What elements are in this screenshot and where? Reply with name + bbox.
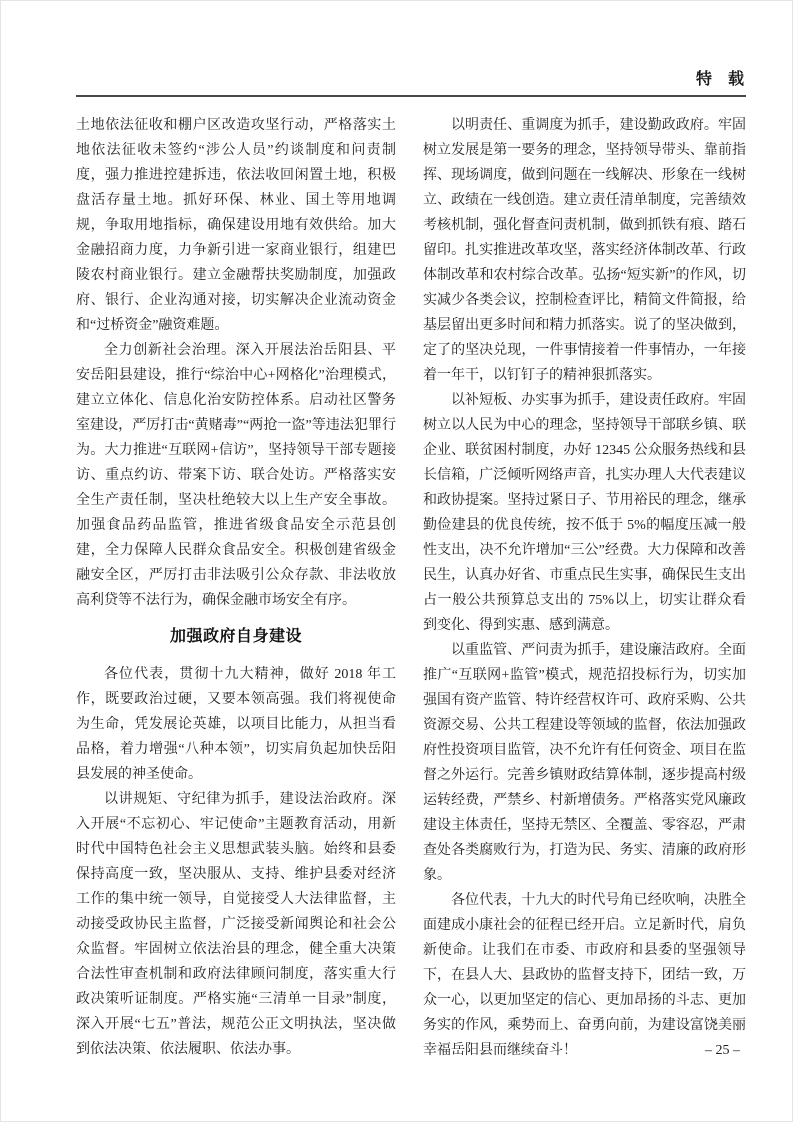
paragraph-rule-of-law-government: 以讲规矩、守纪律为抓手，建设法治政府。深入开展“不忘初心、牢记使命”主题教育活动，用新时代中国特色社会主义思想武装头脑。始终和县委保持高度一致，坚决服从、支持、维护县委对经济工作的集中统一领导，自觉接受人大法律监督，主动接受政协民主监督，广泛接受新闻舆论和社会公众监督。牢固树立依法治县的理念，健全重大决策合法性审查机制和政府法律顾问制度，落实重大行政决策听证制度。严格实施“三清单一目录”制度，深入开展“七五”普法，规范公正文明执法，坚决做到依法决策、依法履职、依法办事。 <box>76 792 396 1057</box>
page-number: – 25 – <box>705 1043 740 1058</box>
header-title: 特 载 <box>695 71 744 88</box>
paragraph-social-governance: 全力创新社会治理。深入开展法治岳阳县、平安岳阳县建设，推行“综治中心+网格化”治理模式，建立立体化、信息化治安防控体系。启动社区警务室建设，严厉打击“黄赌毒”“两抢一盗”等违法犯罪行为。大力推进“互联网+信访”，坚持领导干部专题接访、重点约访、带案下访、联合处访。严格落实安全生产责任制，坚决杜绝较大以上生产安全事故。加强食品药品监管，推进省级食品安全示范县创建，全力保障人民群众食品安全。积极创建省级金融安全区，严厉打击非法吸引公众存款、非法收放高利贷等不法行为，确保金融市场安全有序。 <box>76 343 396 608</box>
paragraph-closing-appeal: 各位代表，十九大的时代号角已经吹响，决胜全面建成小康社会的征程已经开启。立足新时代，肩负新使命。让我们在市委、市政府和县委的坚强领导下，在县人大、县政协的监督支持下，团结一致，万众一心，以更加坚定的信心、更加昂扬的斗志、更加务实的作风，乘势而上、奋勇向前，为建设富饶美丽幸福岳阳县而继续奋斗！ <box>423 893 746 1058</box>
paragraph-responsible-government: 以补短板、办实事为抓手，建设责任政府。牢固树立以人民为中心的理念，坚持领导干部联乡镇、联企业、联贫困村制度，办好 12345 公众服务热线和县长信箱，广泛倾听网络声音，扎实办理人大代表建议和政协提案。坚持过紧日子、节用裕民的理念，继承勤俭建县的优良传统，按不低于 5%的幅度压减一般性支出，决不允许增加“三公”经费。大力保障和改善民生，认真办好省、市重点民生实事，确保民生支出占一般公共预算总支出的 75%以上，切实让群众看到变化、得到实惠、感到满意。 <box>423 393 746 633</box>
paragraph-land-acquisition: 土地依法征收和棚户区改造攻坚行动，严格落实土地依法征收未签约“涉公人员”约谈制度和问责制度，强力推进控建拆违，依法收回闲置土地，积极盘活存量土地。抓好环保、林业、国土等用地调规，争取用地指标，确保建设用地有效供给。加大金融招商力度，力争新引进一家商业银行，组建巴陵农村商业银行。建立金融帮扶奖励制度，加强政府、银行、企业沟通对接，切实解决企业流动资金和“过桥资金”融资难题。 <box>76 118 396 333</box>
paragraph-diligent-government: 以明责任、重调度为抓手，建设勤政政府。牢固树立发展是第一要务的理念，坚持领导带头、靠前指挥、现场调度，做到问题在一线解决、形象在一线树立、政绩在一线创造。建立责任清单制度，完善绩效考核机制，强化督查问责机制，做到抓铁有痕、踏石留印。扎实推进改革攻坚，落实经济体制改革、行政体制改革和农村综合改革。弘扬“短实新”的作风，切实减少各类会议，控制检查评比，精简文件简报，给基层留出更多时间和精力抓落实。说了的坚决做到，定了的坚决兑现，一件事情接着一件事情办，一年接着一年干，以钉钉子的精神狠抓落实。 <box>423 118 746 383</box>
paragraph-clean-government: 以重监管、严问责为抓手，建设廉洁政府。全面推广“互联网+监管”模式，规范招投标行为，切实加强国有资产监管、特许经营权许可、政府采购、公共资源交易、公共工程建设等领域的监督，依法加强政府性投资项目监管，决不允许有任何资金、项目在监督之外运行。完善乡镇财政结算体制，逐步提高村级运转经费，严禁乡、村新增债务。严格落实党风廉政建设主体责任，坚持无禁区、全覆盖、零容忍，严肃查处各类腐败行为，打造为民、务实、清廉的政府形象。 <box>423 643 746 883</box>
paragraph-delegates-intro: 各位代表，贯彻十九大精神，做好 2018 年工作，既要政治过硬，又要本领高强。我们将视使命为生命，凭发展论英雄，以项目比能力，从担当看品格，着力增强“八种本领”，切实肩负起加快岳阳县发展的神圣使命。 <box>76 667 396 782</box>
right-column <box>423 113 746 1063</box>
section-heading: 加强政府自身建设 <box>169 628 302 645</box>
left-column <box>76 113 396 1062</box>
header-rule <box>76 95 746 97</box>
